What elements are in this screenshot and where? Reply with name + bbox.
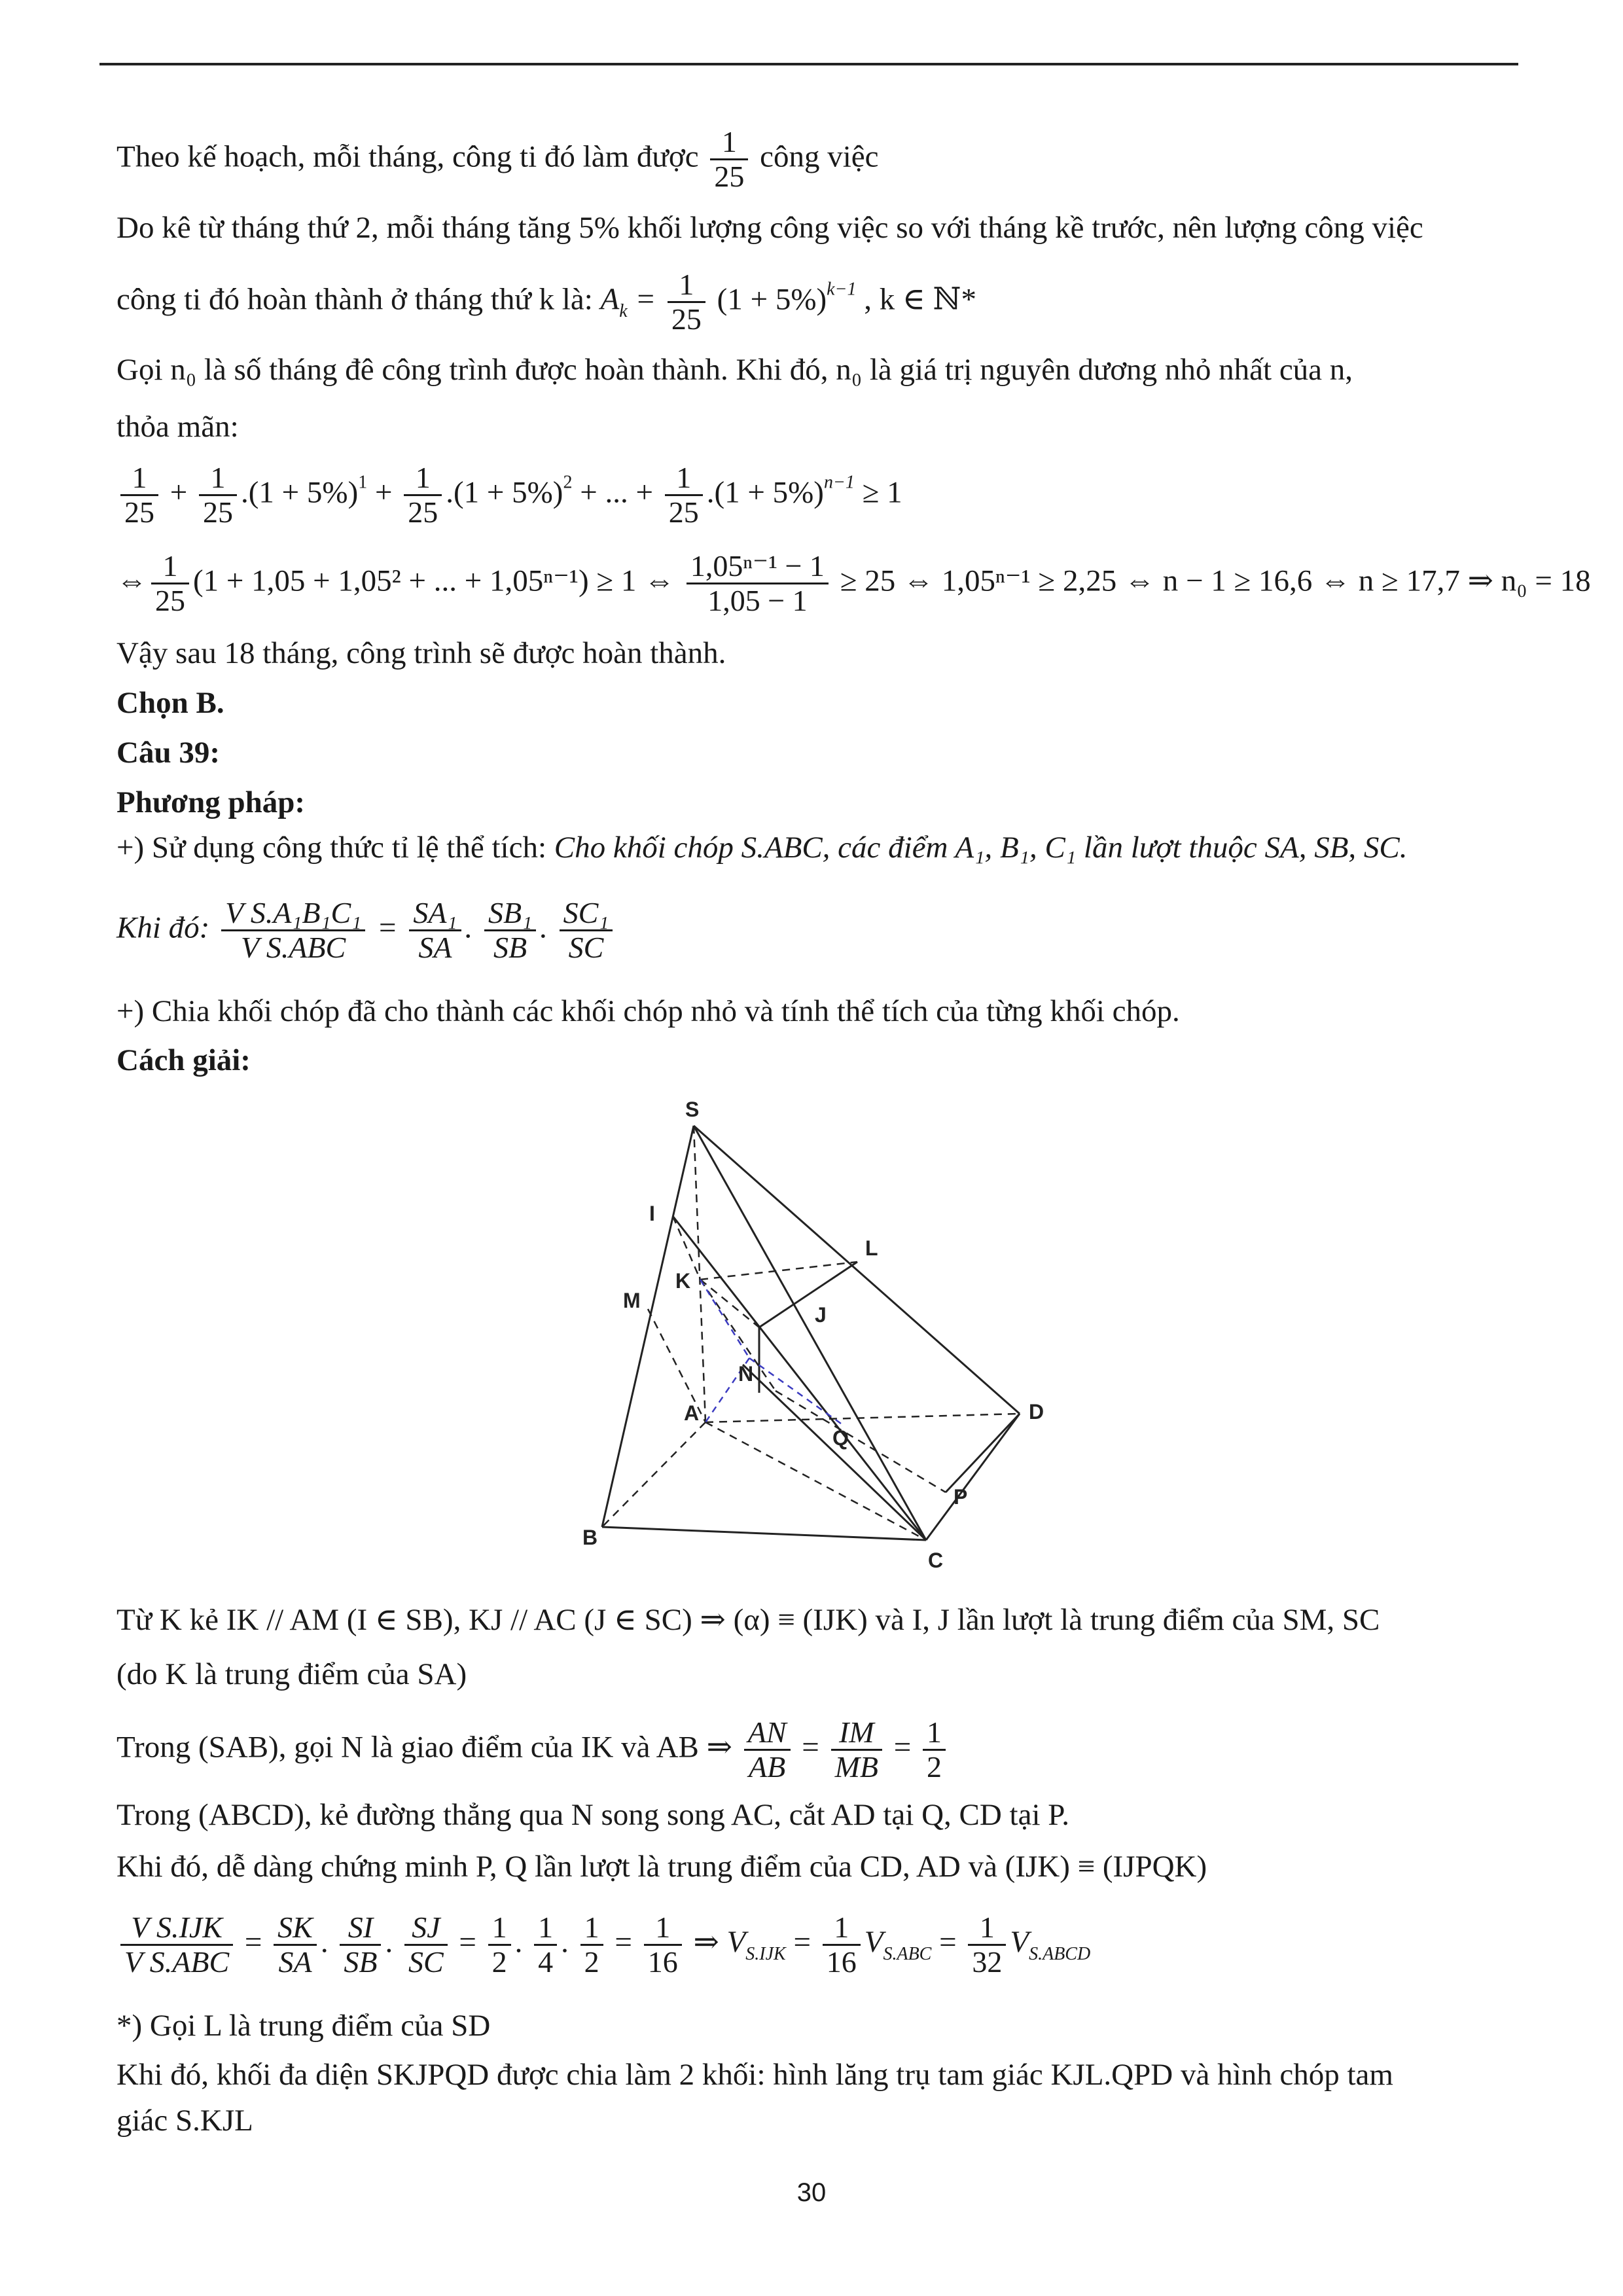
- text-line-3: công ti đó hoàn thành ở tháng thứ k là: $A_k$ = $\frac{1}{25}$ $(1 + 5\%)^{k-1}$ , k ∈ ℕ*: [116, 268, 976, 336]
- edge-ab: [602, 1422, 705, 1527]
- label-j: J: [815, 1303, 827, 1327]
- label-m: M: [623, 1289, 641, 1312]
- fraction-i1: $\frac{1}{25}$: [120, 461, 158, 529]
- question-label: Câu 39:: [116, 736, 220, 770]
- segment-qp: [743, 1365, 926, 1540]
- line-1-text: Theo kế hoạch, mỗi tháng, công ti đó làm được: [116, 139, 699, 174]
- label-k: K: [675, 1269, 691, 1293]
- text-line-18: Trong (SAB), gọi N là giao điểm của IK và AB ⇒ $\frac{AN}{AB}$ = $\frac{IM}{MB}$ = $\frac{1}{2}$: [116, 1716, 950, 1784]
- edge-sb: [602, 1126, 694, 1527]
- fraction-i4: $\frac{1}{25}$: [665, 461, 703, 529]
- segment-ic: [673, 1216, 926, 1540]
- fraction-volume: $\frac{\text{V S.A₁B₁C₁}}{\text{V S.ABC}}$: [221, 897, 365, 964]
- pyramid-figure: [563, 1086, 1086, 1571]
- fraction-ak: $\frac{1}{25}$: [668, 268, 705, 336]
- segment-kj: [700, 1280, 759, 1327]
- text-line-14: +) Chia khối chóp đã cho thành các khối chóp nhỏ và tính thể tích của từng khối chóp.: [116, 994, 1180, 1028]
- label-s: S: [685, 1098, 700, 1121]
- text-line-5: thỏa mãn:: [116, 410, 239, 444]
- text-line-19: Trong (ABCD), kẻ đường thẳng qua N song song AC, cắt AD tại Q, CD tại P.: [116, 1798, 1069, 1832]
- segment-kn: [700, 1280, 749, 1358]
- edge-cd: [926, 1414, 1020, 1540]
- text-line-20: Khi đó, dễ dàng chứng minh P, Q lần lượt là trung điểm của CD, AD và (IJK) ≡ (IJPQK): [116, 1850, 1207, 1884]
- header-rule: [99, 63, 1518, 65]
- fraction-1-over-25: $\frac{1}{25}$: [710, 126, 748, 193]
- method-label: Phương pháp:: [116, 785, 306, 819]
- label-p: P: [954, 1485, 968, 1509]
- fraction-s: $\frac{1}{25}$: [151, 550, 189, 617]
- label-l: L: [865, 1236, 878, 1260]
- fraction-i3: $\frac{1}{25}$: [404, 461, 442, 529]
- edge-bc: [602, 1527, 926, 1540]
- label-d: D: [1029, 1400, 1044, 1424]
- text-line-4: Gọi n₀ là số tháng đê công trình được hoàn thành. Khi đó, n₀ là giá trị nguyên dương nhỏ nhất của n,: [116, 353, 1353, 387]
- text-line-2: Do kê từ tháng thứ 2, mỗi tháng tăng 5% khối lượng công việc so với tháng kề trước, nên lượng công việc: [116, 211, 1423, 245]
- solution-label: Cách giải:: [116, 1043, 251, 1077]
- label-c: C: [928, 1549, 944, 1571]
- text-line-24: giác S.KJL: [116, 2104, 253, 2138]
- label-b: B: [582, 1526, 598, 1549]
- page-number: 30: [796, 2178, 827, 2207]
- text-line-1: Theo kế hoạch, mỗi tháng, công ti đó làm được $\frac{1}{25}$ công việc: [116, 125, 879, 193]
- fraction-i2: $\frac{1}{25}$: [199, 461, 237, 529]
- text-line-23: Khi đó, khối đa diện SKJPQD được chia làm 2 khối: hình lăng trụ tam giác KJL.QPD và hình chóp tam: [116, 2058, 1393, 2092]
- volume-ratio-formula: Khi đó: $\frac{\text{V S.A₁B₁C₁}}{\text{V S.ABC}}$ = $\frac{\text{SA₁}}{SA}$ . $\frac{\text{SB₁}}{SB}$ . $\frac{\text{SC₁}}{SC}$: [116, 897, 616, 964]
- label-q: Q: [832, 1426, 849, 1450]
- text-line-12: +) Sử dụng công thức tỉ lệ thể tích: Cho khối chóp S.ABC, các điểm A₁, B₁, C₁ lần lượt thuộc SA, SB, SC.: [116, 831, 1408, 865]
- inequality-2: ⇔ $\frac{1}{25}$ (1 + 1,05 + 1,05² + ... + 1,05ⁿ⁻¹) ≥ 1 ⇔ $\frac{\text{1,05ⁿ⁻¹ − 1}}{1,05 - 1}$ ≥ 25 ⇔ 1,05ⁿ⁻¹ ≥ 2,25 ⇔ n − 1 ≥ 16,6 ⇔ n ≥ 17,7 ⇒ n₀ = 18: [116, 549, 1591, 617]
- edge-sa: [694, 1126, 705, 1422]
- label-i: I: [649, 1202, 655, 1225]
- fraction-geometric: $\frac{\text{1,05ⁿ⁻¹ − 1}}{1,05 - 1}$: [687, 550, 829, 617]
- text-line-16: Từ K kẻ IK // AM (I ∈ SB), KJ // AC (J ∈ SC) ⇒ (α) ≡ (IJK) và I, J lần lượt là trung điểm của SM, SC: [116, 1603, 1380, 1637]
- text-line-17: (do K là trung điểm của SA): [116, 1657, 467, 1691]
- edge-ad: [705, 1414, 1020, 1422]
- label-n: N: [738, 1362, 754, 1386]
- text-line-8: Vậy sau 18 tháng, công trình sẽ được hoàn thành.: [116, 636, 726, 670]
- label-a: A: [684, 1401, 700, 1425]
- choice-label: Chọn B.: [116, 686, 224, 720]
- text-line-22: *) Gọi L là trung điểm của SD: [116, 2009, 491, 2043]
- edge-sc: [694, 1126, 926, 1540]
- inequality-1: $\frac{1}{25}$ + $\frac{1}{25}$ $.(1 + 5\%)^1$ + $\frac{1}{25}$ $.(1 + 5\%)^2$ + ... + $\frac{1}{25}$ $.(1 + 5\%)^{n-1} \ge 1$: [116, 461, 902, 529]
- volume-computation: $\frac{\text{V S.IJK}}{\text{V S.ABC}}$ = $\frac{SK}{SA}$ . $\frac{SI}{SB}$ . $\frac{SJ}{SC}$ = $\frac{1}{2}$ . $\frac{1}{4}$ . $\frac{1}{2}$ = $\frac{1}{16}$ ⇒ $V_{S.IJK}$ = $\frac{1}{16}$ $V_{S.ABC}$ = $\frac{1}{32}$ $V_{S.ABCD}$: [116, 1911, 1090, 1979]
